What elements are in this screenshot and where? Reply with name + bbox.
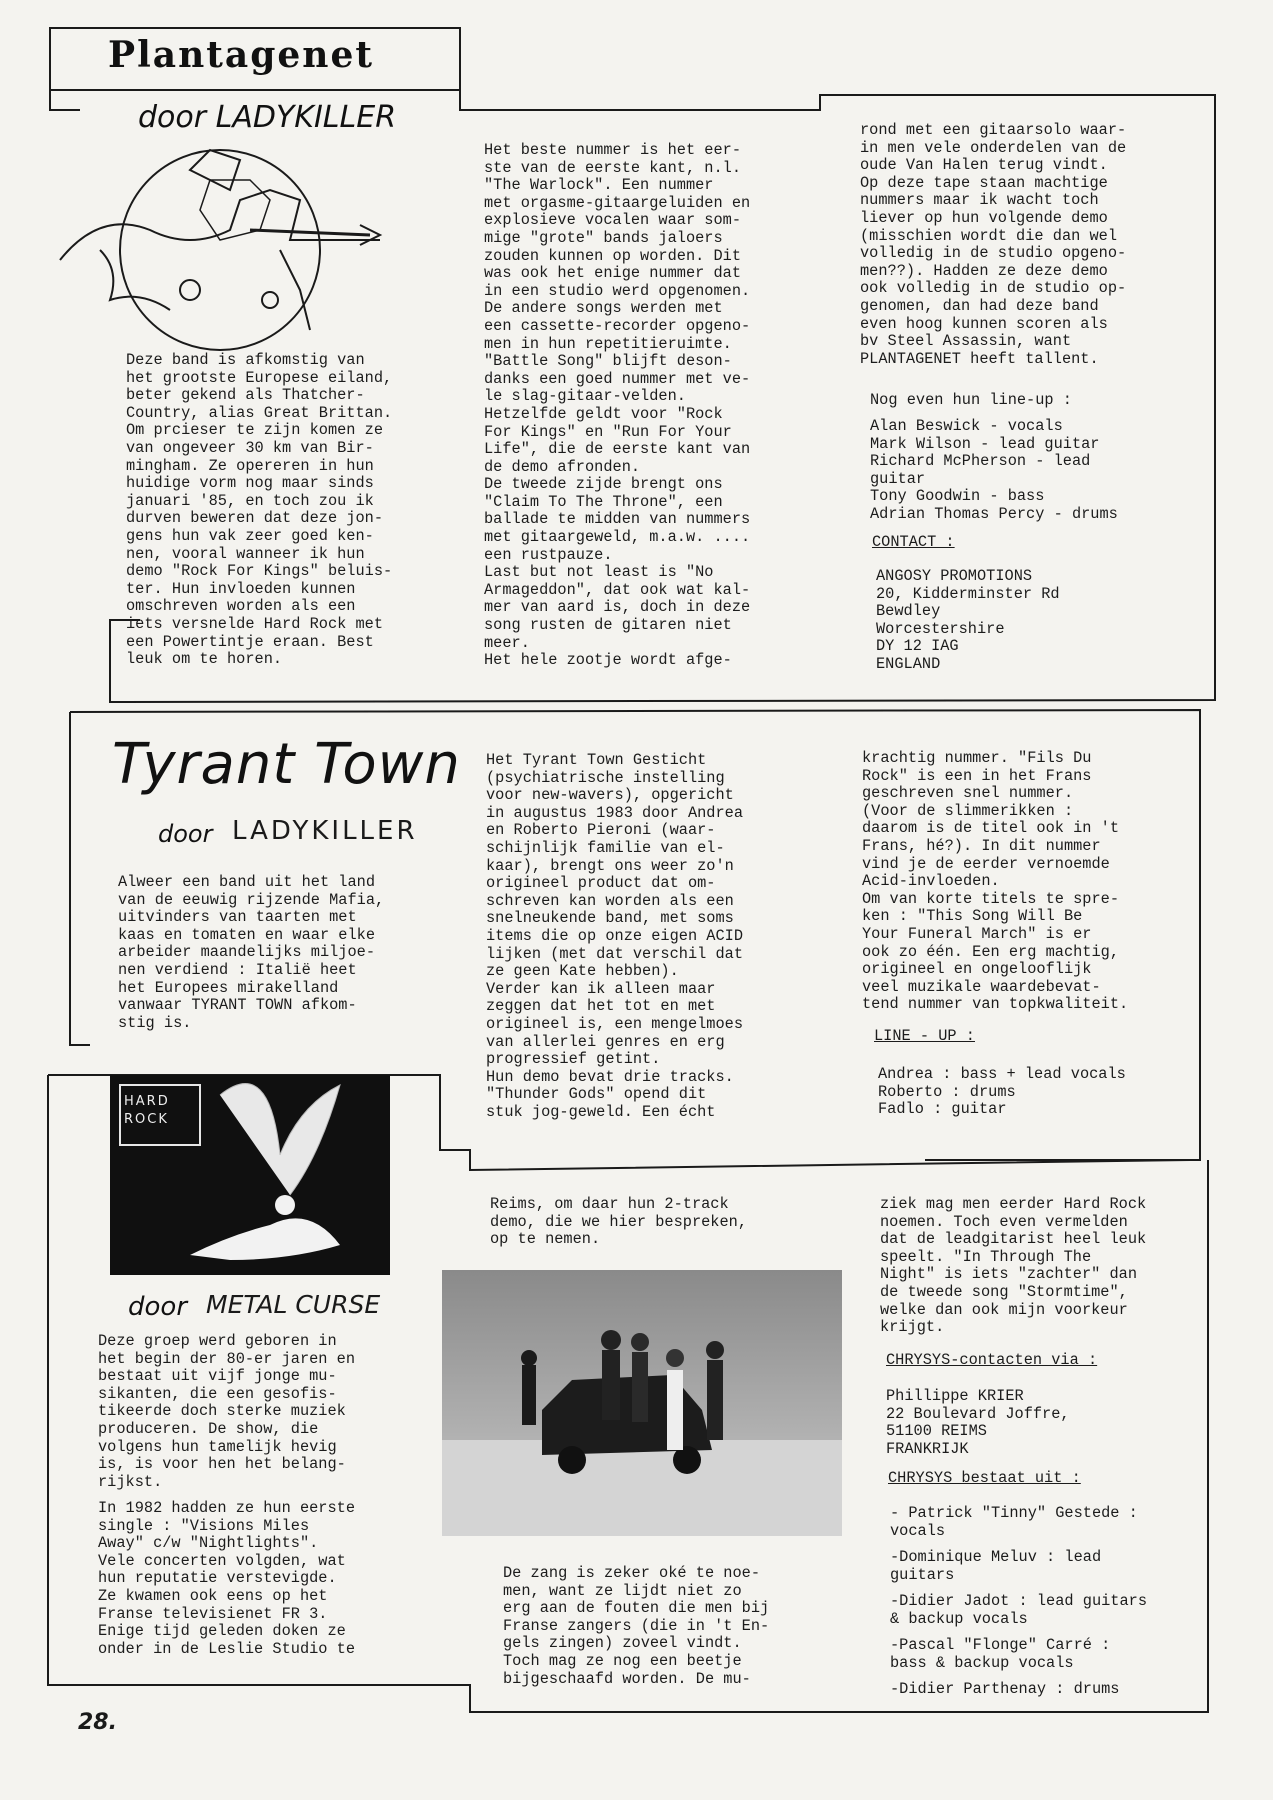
plantagenet-col2: Het beste nummer is het eer- ste van de eerste kant, n.l. "The Warlock". Een nummer met orgasme-gitaargeluiden en explosieve vocalen waar som- mige "grote" bands jaloers zouden kunnen op worden. Dit was ook het enige nummer dat in een studio werd opgenomen. De andere songs werden met een cassette-recorder opgeno- men in hun repetitieruimte. "Battle Song" blijft deson- danks een goed nummer met ve- le slag-gitaar-velden. Hetzelfde geldt voor "Rock For Kings" en "Run For Your Life", die de eerste kant van de demo afronden. De tweede zijde brengt ons "Claim To The Throne", een ballade te midden van nummers met gitaargeweld, m.a.w. .... een rustpauze. Last but not least is "No Armageddon", dat ook wat kal- mer van aard is, doch in deze song rusten de gitaren niet meer. Het hele zootje wordt afge- xyxy=(484,141,751,670)
chrysys-members-heading: CHRYSYS bestaat uit : xyxy=(888,1469,1081,1487)
chrysys-contact-heading: CHRYSYS-contacten via : xyxy=(886,1351,1098,1369)
tyrant-byline-name: LADYKILLER xyxy=(232,816,418,846)
page-number: 28. xyxy=(78,1710,117,1735)
knight-illustration xyxy=(40,140,380,340)
chrysys-member-5: -Didier Parthenay : drums xyxy=(890,1680,1120,1698)
chrysys-col1b: In 1982 hadden ze hun eerste single : "Visions Miles Away" c/w "Nightlights". Vele concerten volgden, wat hun reputatie verstevigde. Ze kwamen ook eens op het Franse televisienet FR 3. Enige tijd geleden doken ze onder in de Leslie Studio te xyxy=(98,1499,356,1658)
tyrant-lineup: Andrea : bass + lead vocals Roberto : drums Fadlo : guitar xyxy=(878,1065,1126,1119)
tyrant-col1: Alweer een band uit het land van de eeuwig rijzende Mafia, uitvinders van taarten met kaas en tomaten en waar elke arbeider maandelijks miljoe- nen verdiend : Italië heet het Europees mirakelland vanwaar TYRANT TOWN afkom- stig is. xyxy=(118,873,385,1032)
chrysys-col2a: Reims, om daar hun 2-track demo, die we hier bespreken, op te nemen. xyxy=(490,1195,748,1249)
tyrant-title: Tyrant Town xyxy=(112,732,461,797)
plantagenet-col3: rond met een gitaarsolo waar- in men vele onderdelen van de oude Van Halen terug vindt. Op deze tape staan machtige nummers maar ik wacht toch liever op hun volgende demo (misschien wordt die dan wel volledig in de studio opgeno- men??). Hadden ze deze demo ook volledig in de studio op- genomen, dan had deze band even hoog kunnen scoren als bv Steel Assassin, want PLANTAGENET heeft tallent. xyxy=(860,121,1127,368)
tyrant-byline-door: door xyxy=(158,820,213,848)
chrysys-member-3: -Didier Jadot : lead guitars & backup vocals xyxy=(890,1592,1148,1628)
plantagenet-byline: door LADYKILLER xyxy=(138,100,397,135)
plantagenet-contact-heading: CONTACT : xyxy=(872,533,955,551)
chrysys-byline-door: door xyxy=(128,1292,188,1322)
plantagenet-lineup-intro: Nog even hun line-up : xyxy=(870,391,1072,409)
chrysys-byline-name: METAL CURSE xyxy=(206,1290,381,1319)
chrysys-member-2: -Dominique Meluv : lead guitars xyxy=(890,1548,1102,1584)
plantagenet-col1: Deze band is afkomstig van het grootste Europese eiland, beter gekend als Thatcher- Country, alias Great Brittan. Om prcieser te zijn komen ze van ongeveer 30 km van Bir- mingham. Ze opereren in hun huidige vorm nog maar sinds januari '85, en toch zou ik durven beweren dat deze jon- gens hun vak zeer goed ken- nen, vooral wanneer ik hun demo "Rock For Kings" beluis- ter. Hun invloeden kunnen omschreven worden als een iets versnelde Hard Rock met een Powertintje eraan. Best leuk om te horen. xyxy=(126,351,393,669)
chrysys-col3a: ziek mag men eerder Hard Rock noemen. Toch even vermelden dat de leadgitarist heel leuk speelt. "In Through The Night" is iets "zachter" dan de tweede song "Stormtime", welke dan ook mijn voorkeur krijgt. xyxy=(880,1195,1147,1337)
chrysys-col2b: De zang is zeker oké te noe- men, want ze lijdt niet zo erg aan de fouten die men bij Franse zangers (die in 't En- gels zingen) zoveel vindt. Toch mag ze nog een beetje bijgeschaafd worden. De mu- xyxy=(503,1564,770,1688)
plantagenet-lineup: Alan Beswick - vocals Mark Wilson - lead guitar Richard McPherson - lead guitar Tony Goodwin - bass Adrian Thomas Percy - drums xyxy=(870,417,1118,523)
hard-rock-logo-text-1: HARD xyxy=(124,1094,170,1109)
chrysys-member-4: -Pascal "Flonge" Carré : bass & backup vocals xyxy=(890,1636,1111,1672)
tyrant-col2: Het Tyrant Town Gesticht (psychiatrische instelling voor new-wavers), opgericht in augustus 1983 door Andrea en Roberto Pieroni (waar- schijnlijk familie van el- kaar), brengt ons weer zo'n origineel product dat om- schreven kan worden als een snelneukende band, met soms items die op onze eigen ACID lijken (met dat verschil dat ze geen Kate hebben). Verder kan ik alleen maar zeggen dat het tot en met origineel is, een mengelmoes van allerlei genres en erg progressief getint. Hun demo bevat drie tracks. "Thunder Gods" opend dit stuk jog-geweld. Een écht xyxy=(486,751,744,1121)
chrysys-member-1: - Patrick "Tinny" Gestede : vocals xyxy=(890,1504,1138,1540)
tyrant-lineup-heading: LINE - UP : xyxy=(874,1027,975,1045)
chrysys-contact: Phillippe KRIER 22 Boulevard Joffre, 51100 REIMS FRANKRIJK xyxy=(886,1387,1070,1458)
plantagenet-contact: ANGOSY PROMOTIONS 20, Kidderminster Rd Bewdley Worcestershire DY 12 IAG ENGLAND xyxy=(876,567,1060,673)
tyrant-col3: krachtig nummer. "Fils Du Rock" is een in het Frans geschreven snel nummer. (Voor de slimmerikken : daarom is de titel ook in 't Frans, hé?). In dit nummer vind je de eerder vernoemde Acid-invloeden. Om van korte titels te spre- ken : "This Song Will Be Your Funeral March" is er ook zo één. Een erg machtig, origineel en ongelooflijk veel muzikale waardebevat- tend nummer van topkwaliteit. xyxy=(862,749,1129,1014)
plantagenet-title: Plantagenet xyxy=(108,34,374,76)
band-photo xyxy=(442,1270,842,1536)
hard-rock-logo-text-2: ROCK xyxy=(124,1112,169,1127)
chrysys-col1a: Deze groep werd geboren in het begin der 80-er jaren en bestaat uit vijf jonge mu- sikanten, die een gesofis- tikeerde doch sterke muziek produceren. De show, die volgens hun tamelijk hevig is, is voor hen het belang- rijkst. xyxy=(98,1332,356,1491)
